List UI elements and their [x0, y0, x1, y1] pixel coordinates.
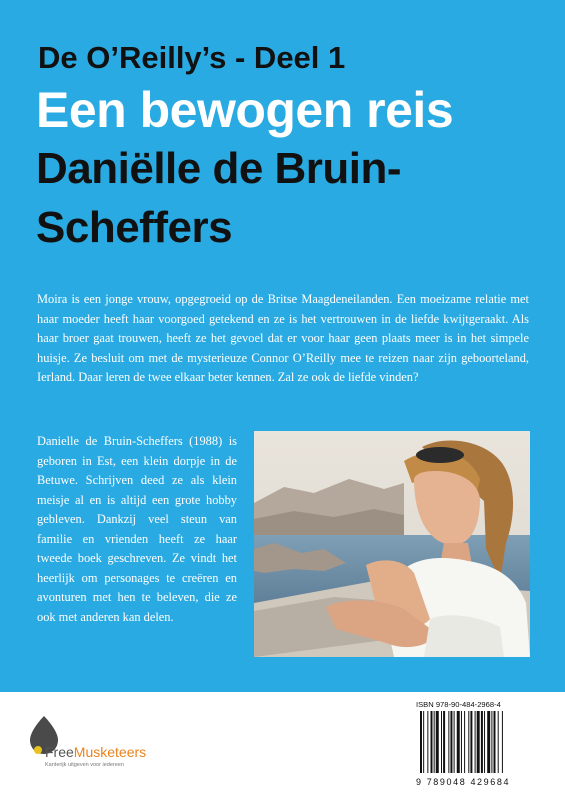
author-name: Daniëlle de Bruin-Scheffers — [36, 144, 402, 252]
series-title: De O’Reilly’s - Deel 1 — [38, 40, 346, 75]
book-title: Een bewogen reis — [36, 82, 454, 138]
isbn-text: ISBN 978-90-484-2968-4 — [416, 700, 501, 709]
publisher-name-part2: Musketeers — [73, 744, 147, 760]
cover-footer — [0, 692, 565, 800]
book-title-block — [36, 82, 546, 256]
publisher-name — [45, 744, 146, 760]
barcode-digits: 9 789048 429684 — [416, 777, 511, 787]
publisher-tagline: Kanterijk uitgeven voor iedereen — [45, 762, 124, 768]
author-bio: Danielle de Bruin-Scheffers (1988) is geboren in Est, een klein dorpje in de Betuwe. Schrijven deed ze als klein meisje al en is altijd een grote hobby gebleven. Dankzij veel steun van familie en vrienden heeft ze haar tweede boek geschreven. Ze vindt het heerlijk om personages te creëren en avonturen met hen te beleven, die ze ook met anderen kan delen. — [37, 434, 237, 624]
publisher-logo — [28, 714, 198, 774]
author-photo — [254, 431, 530, 657]
barcode-bars — [416, 711, 536, 773]
isbn-barcode — [416, 700, 536, 788]
book-blurb: Moira is een jonge vrouw, opgegroeid op de Britse Maagdeneilanden. Een moeizame relatie met haar moeder heeft haar voorgoed getekend en ze is het vertrouwen in de liefde kwijtgeraakt. Als haar broer gaat trouwen, heeft ze het gevoel dat er voor haar geen plaats meer is in het simpele huisje. Ze besluit om met de mysterieuze Connor O’Reilly mee te reizen naar zijn geboorteland, Ierland. Daar leren de twee elkaar beter kennen. Zal ze ook de liefde vinden? — [37, 292, 529, 384]
publisher-name-part1: Free — [45, 744, 74, 760]
